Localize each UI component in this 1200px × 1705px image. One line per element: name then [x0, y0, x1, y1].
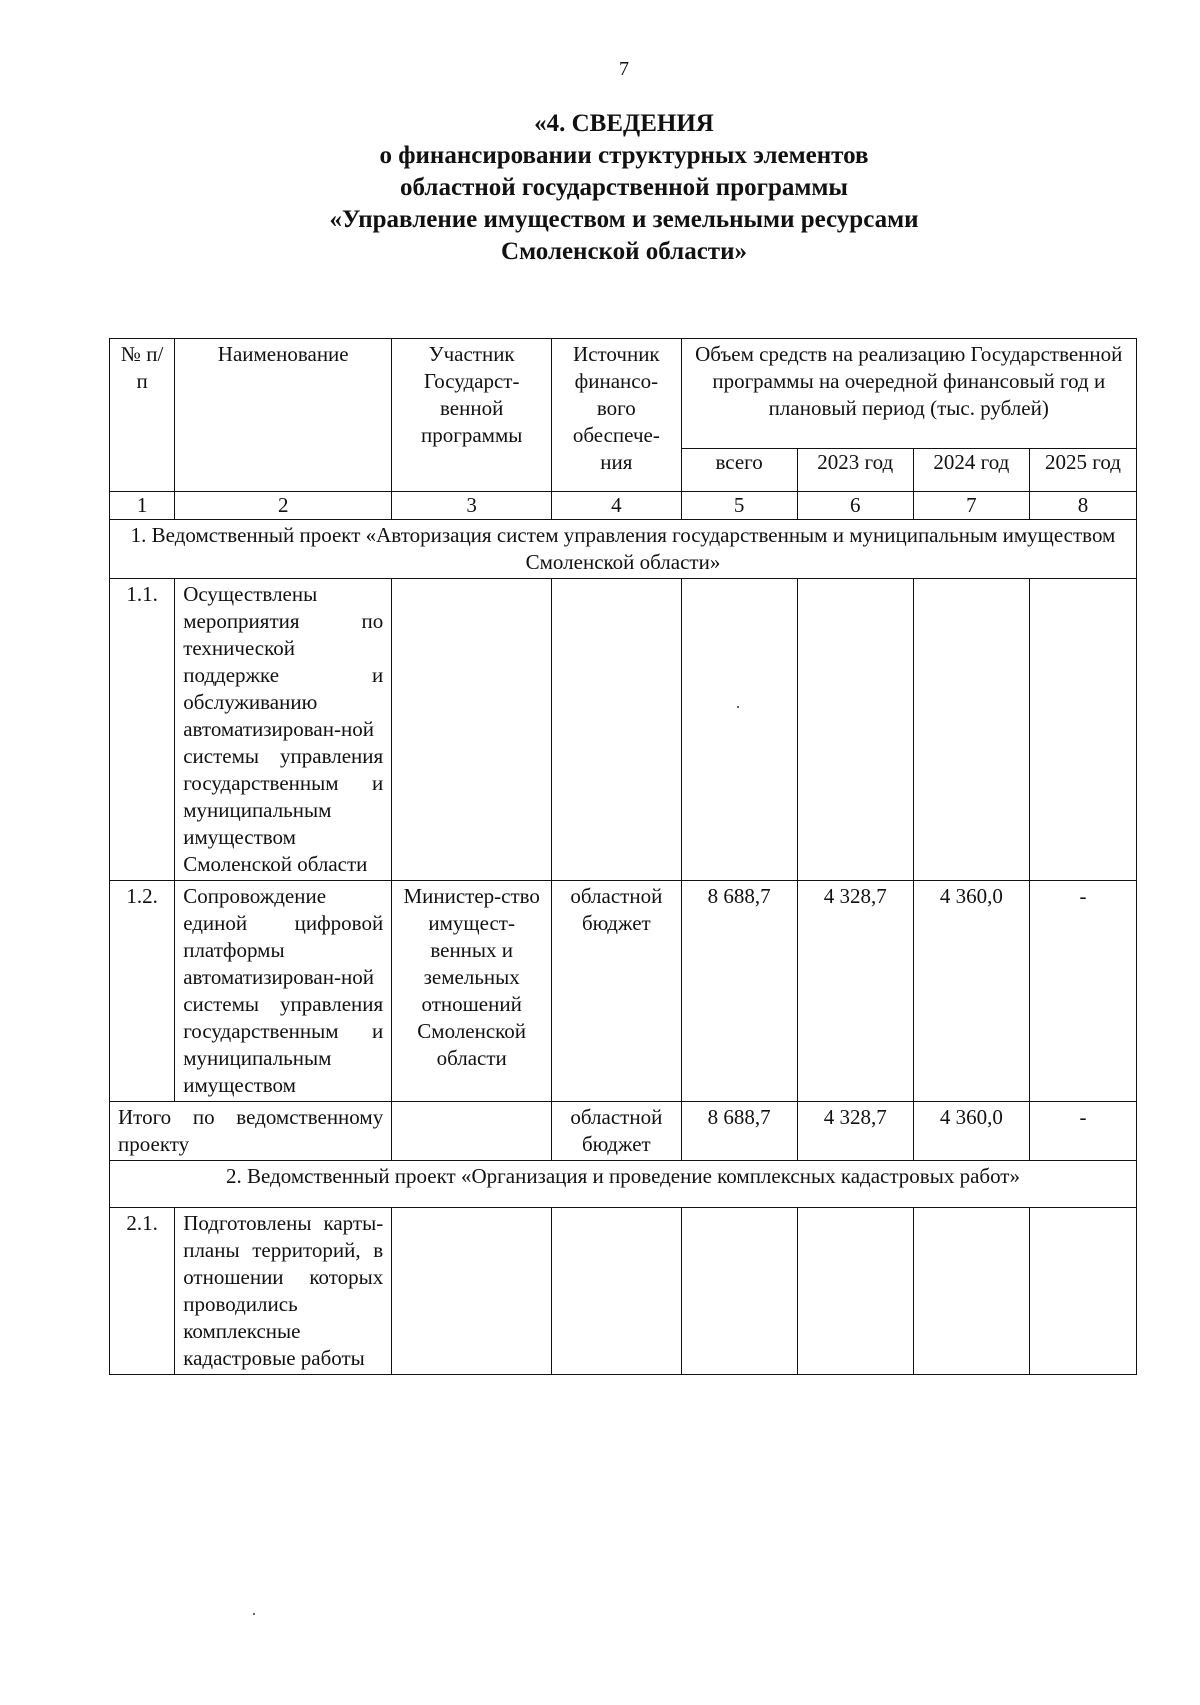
row-total [681, 579, 797, 881]
col-number: 2 [175, 492, 392, 520]
subtotal-source: областной бюджет [552, 1102, 681, 1161]
subtotal-2025: - [1029, 1102, 1136, 1161]
scan-speck [737, 706, 739, 708]
title-line-5: Смоленской области» [501, 238, 747, 265]
header-name: Наименование [175, 339, 392, 492]
section-1-row [110, 520, 1137, 579]
row-participant [392, 1208, 552, 1375]
col-number: 4 [552, 492, 681, 520]
header-2023: 2023 год [797, 449, 913, 492]
section-1-title: 1. Ведомственный проект «Авторизация систем управления государственным и муниципальным имуществом Смоленской области» [110, 520, 1137, 579]
row-2023 [797, 1208, 913, 1375]
section-2-row [110, 1161, 1137, 1208]
title-line-1: «4. СВЕДЕНИЯ [534, 110, 714, 137]
row-2023: 4 328,7 [797, 881, 913, 1102]
col-number: 7 [913, 492, 1029, 520]
row-source: областной бюджет [552, 881, 681, 1102]
row-number: 1.2. [110, 881, 175, 1102]
document-title [0, 108, 1200, 268]
row-participant: Министер-ство имущест-венных и земельных отношений Смоленской области [392, 881, 552, 1102]
col-number: 3 [392, 492, 552, 520]
header-num: № п/п [110, 339, 175, 492]
row-2024: 4 360,0 [913, 881, 1029, 1102]
row-2025: - [1029, 881, 1136, 1102]
row-number: 1.1. [110, 579, 175, 881]
subtotal-participant [392, 1102, 552, 1161]
col-number: 8 [1029, 492, 1136, 520]
row-participant [392, 579, 552, 881]
table-row [110, 1208, 1137, 1375]
row-2025 [1029, 579, 1136, 881]
row-source [552, 1208, 681, 1375]
subtotal-2023: 4 328,7 [797, 1102, 913, 1161]
header-funding-group: Объем средств на реализацию Государственной программы на очередной финансовый год и плановый период (тыс. рублей) [681, 339, 1136, 449]
row-name: Осуществлены мероприятия по технической поддержке и обслуживанию автоматизирован-ной системы управления государственным и муниципальным имуществом Смоленской области [175, 579, 392, 881]
table-row [110, 881, 1137, 1102]
section-2-title: 2. Ведомственный проект «Организация и проведение комплексных кадастровых работ» [110, 1161, 1137, 1208]
subtotal-row [110, 1102, 1137, 1161]
scan-speck [253, 1613, 255, 1615]
col-number: 5 [681, 492, 797, 520]
header-2024: 2024 год [913, 449, 1029, 492]
header-2025: 2025 год [1029, 449, 1136, 492]
row-number: 2.1. [110, 1208, 175, 1375]
col-number: 6 [797, 492, 913, 520]
header-total: всего [681, 449, 797, 492]
header-source: Источник финансо-вого обеспече-ния [552, 339, 681, 492]
page-number: 7 [619, 58, 629, 80]
header-participant: Участник Государст-венной программы [392, 339, 552, 492]
subtotal-2024: 4 360,0 [913, 1102, 1029, 1161]
header-row-1 [110, 339, 1137, 449]
row-2024 [913, 579, 1029, 881]
row-2024 [913, 1208, 1029, 1375]
title-line-3: областной государственной программы [400, 174, 848, 201]
row-total: 8 688,7 [681, 881, 797, 1102]
row-2025 [1029, 1208, 1136, 1375]
row-total [681, 1208, 797, 1375]
row-name: Сопровождение единой цифровой платформы автоматизирован-ной системы управления государственным и муниципальным имуществом [175, 881, 392, 1102]
row-name: Подготовлены карты-планы территорий, в отношении которых проводились комплексные кадастровые работы [175, 1208, 392, 1375]
column-number-row [110, 492, 1137, 520]
financing-table [109, 338, 1137, 1375]
row-2023 [797, 579, 913, 881]
subtotal-label: Итого по ведомственному проекту [110, 1102, 392, 1161]
table-row [110, 579, 1137, 881]
subtotal-total: 8 688,7 [681, 1102, 797, 1161]
col-number: 1 [110, 492, 175, 520]
title-line-2: о финансировании структурных элементов [379, 142, 869, 169]
title-line-4: «Управление имуществом и земельными ресурсами [329, 206, 919, 233]
row-source [552, 579, 681, 881]
